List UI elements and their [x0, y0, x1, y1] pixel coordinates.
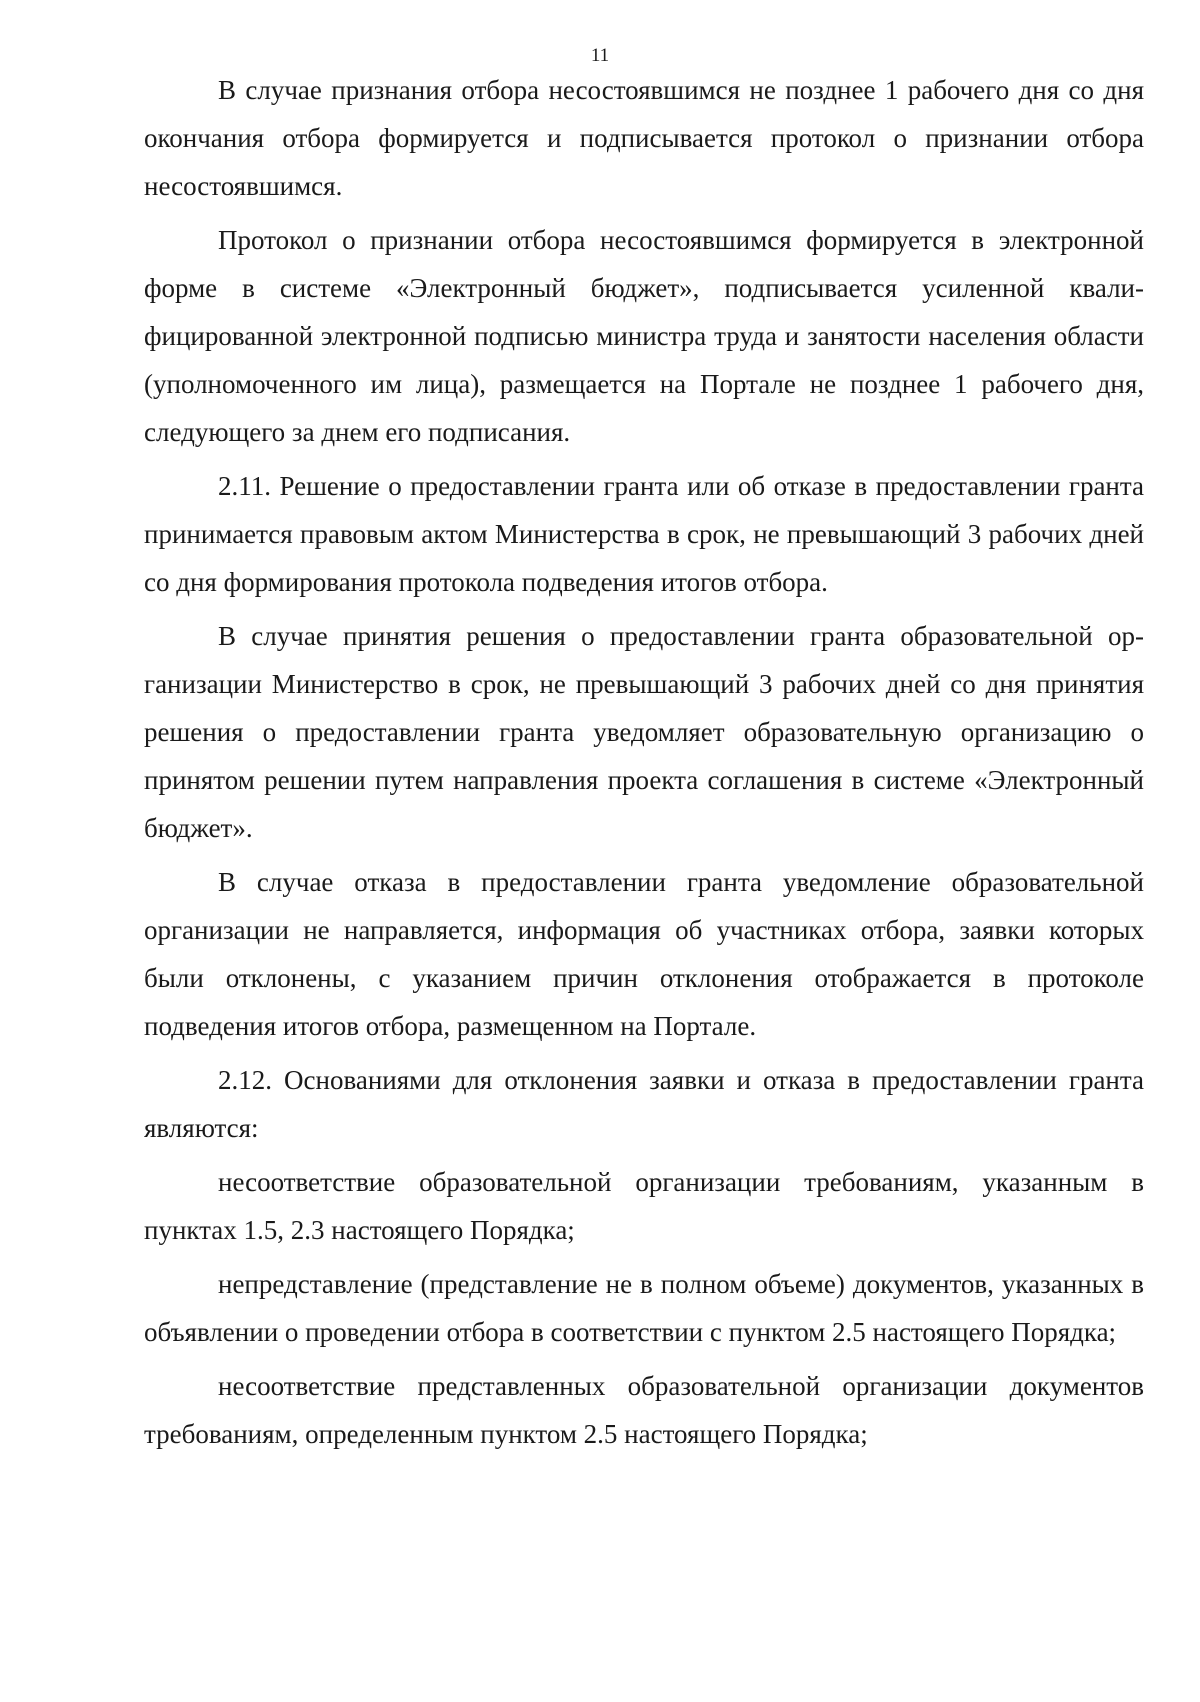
page-number: 11: [590, 45, 610, 66]
paragraph-clause-2-11: 2.11. Решение о предоставлении гранта или об отказе в предоставлении гранта принимается правовым актом Министерства в срок, не превышающий 3 рабочих дней со дня формирования протокола подведения итогов отбора.: [144, 471, 1144, 597]
paragraph-failed-selection-protocol: В случае признания отбора несостоявшимся не позднее 1 рабочего дня со дня окончания отбора формируется и подписывается протокол о признании отбора несостоявшимся.: [144, 75, 1144, 201]
paragraph-clause-2-12: 2.12. Основаниями для отклонения заявки и отказа в предоставлении гранта являются:: [144, 1065, 1144, 1143]
list-item-documents-mismatch: несоответствие представленных образовательной организации документов требованиям, определенным пунктом 2.5 настоящего Порядка;: [144, 1371, 1144, 1449]
paragraph-grant-refusal-notice: В случае отказа в предоставлении гранта уведомление образовательной организации не направляется, информация об участниках отбора, заявки которых были отклонены, с указанием причин отклонения отображается в протоколе подведения итогов отбора, размещенном на Портале.: [144, 867, 1144, 1041]
paragraph-protocol-signing: Протокол о признании отбора несостоявшимся формируется в электронной форме в системе «Электронный бюджет», подписывается усиленной квалифицированной электронной подписью министра труда и занятости населения области (уполномоченного им лица), размещается на Портале не позднее 1 рабочего дня, следующего за днем его подписания.: [144, 225, 1144, 447]
list-item-requirements-mismatch: несоответствие образовательной организации требованиям, указанным в пунктах 1.5, 2.3 настоящего Порядка;: [144, 1167, 1144, 1245]
list-item-incomplete-documents: непредставление (представление не в полном объеме) документов, указанных в объявлении о проведении отбора в соответствии с пунктом 2.5 настоящего Порядка;: [144, 1269, 1144, 1347]
document-body: [144, 66, 1144, 1458]
paragraph-grant-approval-notice: В случае принятия решения о предоставлении гранта образовательной организации Министерство в срок, не превышающий 3 рабочих дней со дня принятия решения о предоставлении гранта уведомляет образовательную организацию о принятом решении путем направления проекта соглашения в системе «Электронный бюджет».: [144, 621, 1144, 843]
